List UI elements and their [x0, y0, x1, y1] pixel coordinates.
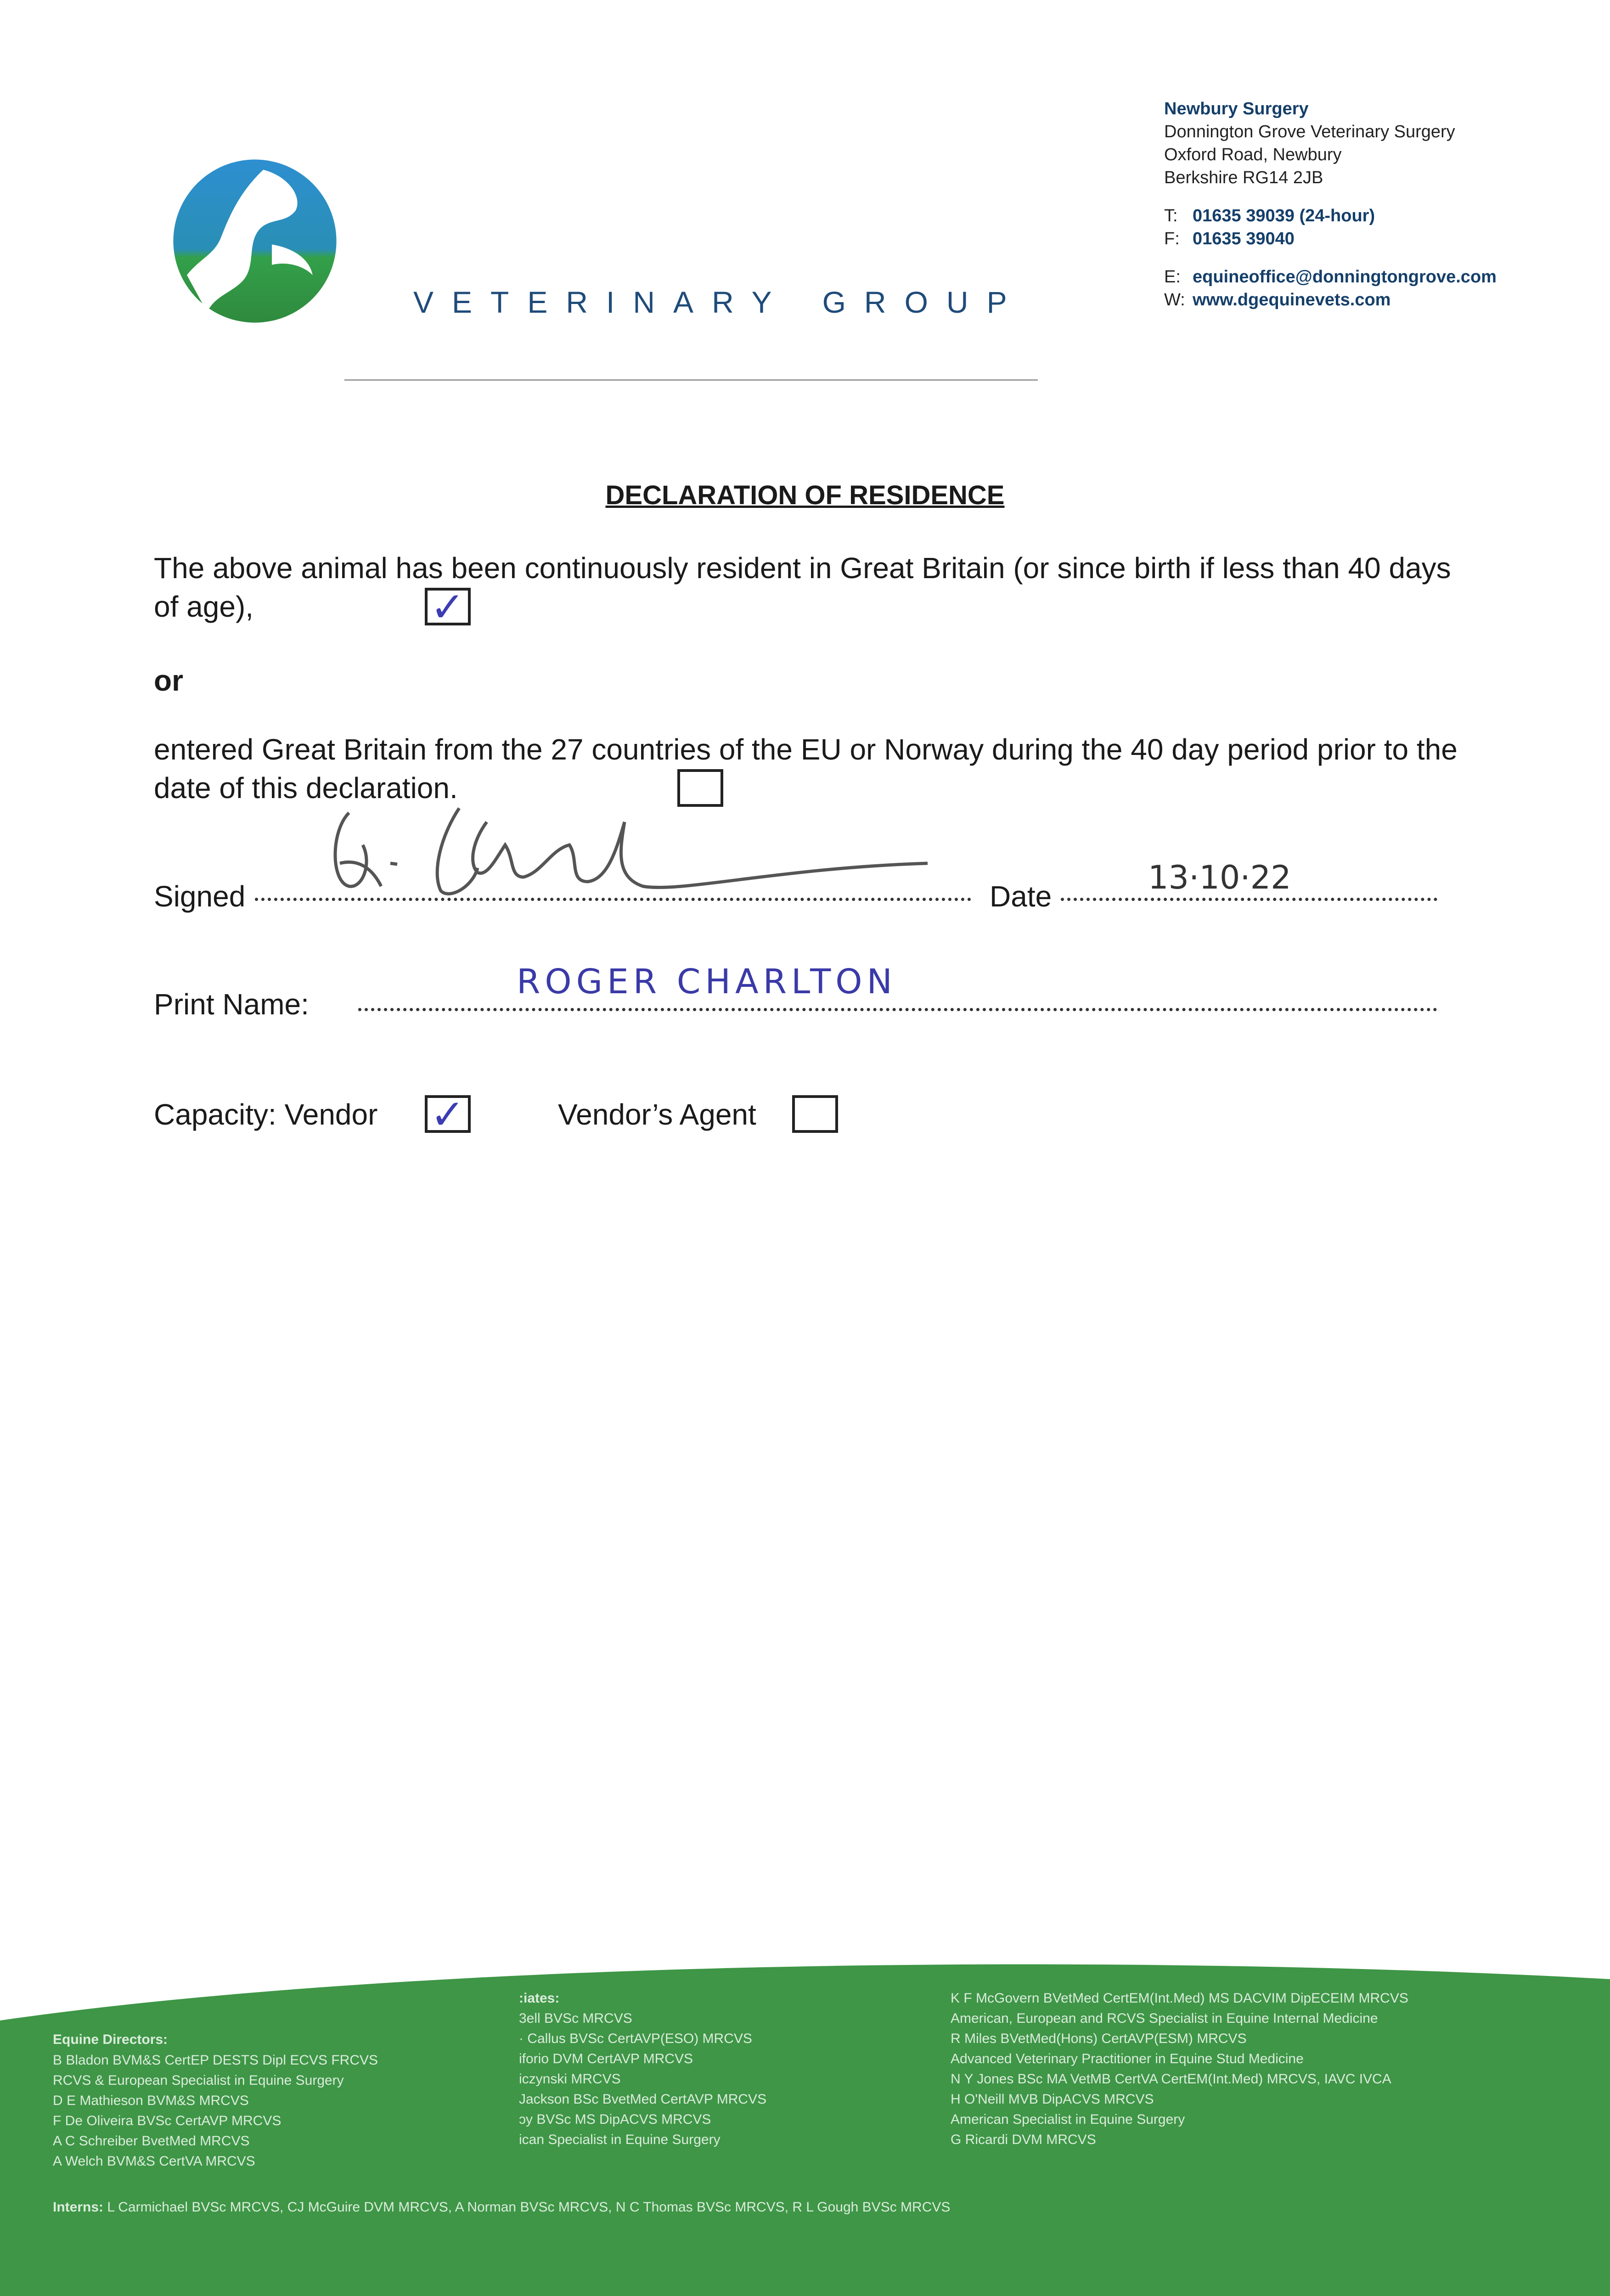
signed-label: Signed	[154, 880, 246, 913]
address-line: Donnington Grove Veterinary Surgery	[1164, 122, 1455, 141]
surgery-name: Newbury Surgery	[1164, 99, 1309, 118]
directors-heading: Equine Directors:	[53, 2032, 168, 2047]
vet-entry: American, European and RCVS Specialist in Equine Internal Medicine	[951, 2011, 1378, 2026]
associate-entry: iforio DVM CertAVP MRCVS	[519, 2051, 693, 2066]
director-entry: RCVS & European Specialist in Equine Surgery	[53, 2073, 344, 2088]
vet-entry: K F McGovern BVetMed CertEM(Int.Med) MS DACVIM DipECEIM MRCVS	[951, 1991, 1408, 2006]
interns-line: Interns: L Carmichael BVSc MRCVS, CJ McGuire DVM MRCVS, A Norman BVSc MRCVS, N C Thomas BVSc MRCVS, R L Gough BVSc MRCVS	[53, 2200, 951, 2215]
check-mark-icon: ✓	[430, 1091, 465, 1139]
director-entry: A C Schreiber BvetMed MRCVS	[53, 2133, 250, 2149]
associate-entry: iczynski MRCVS	[519, 2071, 621, 2087]
vendor-agent-label: Vendor’s Agent	[558, 1098, 756, 1131]
header-divider	[344, 379, 1038, 381]
or-separator: or	[154, 664, 183, 697]
brand-wordmark: VETERINARY GROUP	[413, 285, 1025, 319]
fax-line: F: 01635 39040	[1164, 229, 1295, 248]
resident-checkbox[interactable]	[425, 583, 471, 631]
vendor-checkbox[interactable]	[425, 1091, 471, 1139]
director-entry: F De Oliveira BVSc CertAVP MRCVS	[53, 2113, 281, 2128]
document-title: DECLARATION OF RESIDENCE	[605, 480, 1005, 510]
associate-entry: ɔy BVSc MS DipACVS MRCVS	[519, 2112, 711, 2127]
option-resident-text: The above animal has been continuously resident in Great Britain (or since birth if less than 40 days of age),	[154, 551, 1451, 623]
vet-entry: H O'Neill MVB DipACVS MRCVS	[951, 2092, 1154, 2107]
option-entered-text: entered Great Britain from the 27 countries of the EU or Norway during the 40 day period prior to the date of this declaration.	[154, 733, 1458, 805]
signature	[321, 794, 941, 914]
check-mark-icon: ✓	[430, 583, 465, 631]
vet-entry: Advanced Veterinary Practitioner in Equine Stud Medicine	[951, 2051, 1304, 2066]
date-value: 13·10·22	[1148, 859, 1291, 896]
director-entry: A Welch BVM&S CertVA MRCVS	[53, 2154, 255, 2169]
vet-entry: G Ricardi DVM MRCVS	[951, 2132, 1096, 2147]
director-entry: D E Mathieson BVM&S MRCVS	[53, 2093, 249, 2108]
veterinary-group-logo	[170, 156, 340, 326]
date-label: Date	[990, 880, 1052, 913]
website-line: W: www.dgequinevets.com	[1164, 290, 1391, 310]
associate-entry: 3ell BVSc MRCVS	[519, 2011, 632, 2026]
vendor-agent-checkbox[interactable]	[792, 1095, 838, 1133]
associate-entry: Jackson BSc BvetMed CertAVP MRCVS	[519, 2092, 767, 2107]
vet-entry: American Specialist in Equine Surgery	[951, 2112, 1185, 2127]
associate-entry: · Callus BVSc CertAVP(ESO) MRCVS	[519, 2031, 752, 2046]
vet-entry: N Y Jones BSc MA VetMB CertVA CertEM(Int.Med) MRCVS, IAVC IVCA	[951, 2071, 1391, 2087]
vet-entry: R Miles BVetMed(Hons) CertAVP(ESM) MRCVS	[951, 2031, 1247, 2046]
associate-entry: ican Specialist in Equine Surgery	[519, 2132, 721, 2147]
address-line: Berkshire RG14 2JB	[1164, 168, 1323, 187]
director-entry: B Bladon BVM&S CertEP DESTS Dipl ECVS FRCVS	[53, 2053, 378, 2068]
address-line: Oxford Road, Newbury	[1164, 145, 1342, 164]
date-line	[1061, 898, 1437, 901]
associates-heading: :iates:	[519, 1991, 560, 2006]
print-name-line	[358, 1008, 1437, 1011]
phone-line: T: 01635 39039 (24-hour)	[1164, 206, 1375, 225]
email-line: E: equineoffice@donningtongrove.com	[1164, 267, 1497, 287]
capacity-label: Capacity: Vendor	[154, 1098, 378, 1131]
print-name-label: Print Name:	[154, 988, 309, 1021]
print-name-value: ROGER CHARLTON	[517, 962, 897, 1002]
